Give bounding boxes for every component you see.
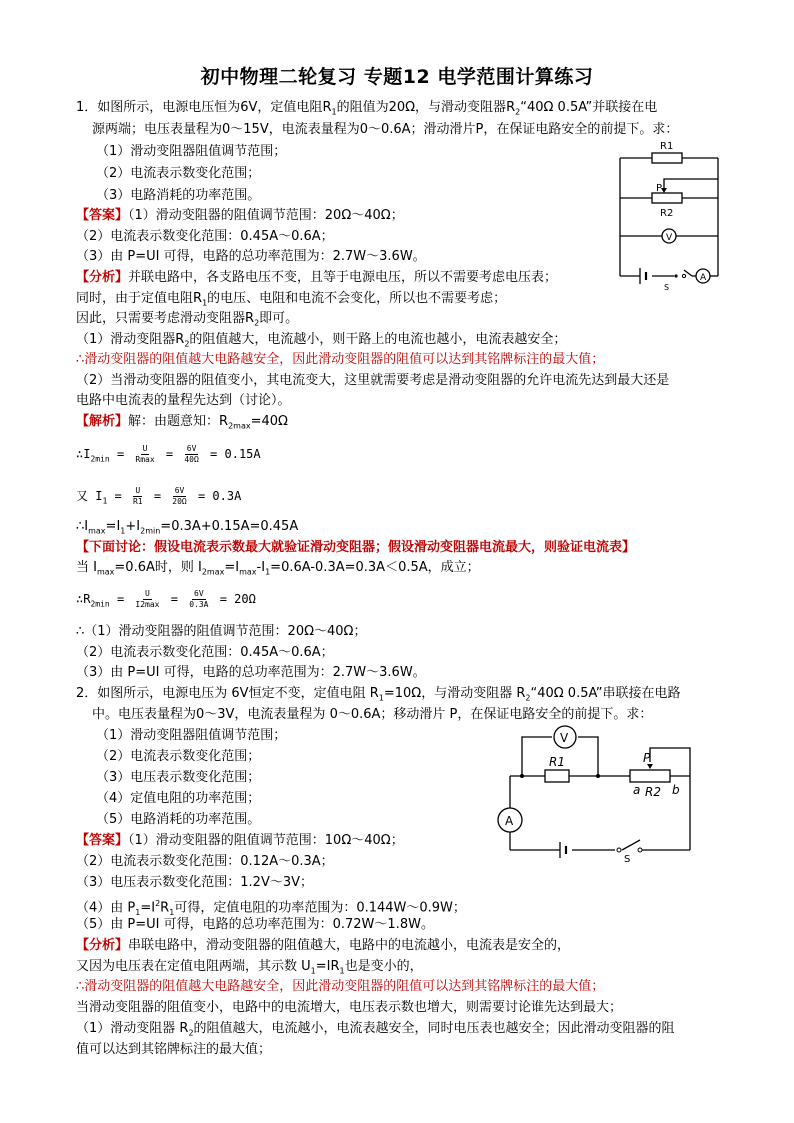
q2-analysis-3: ∴滑动变阻器的阻值越大电路越安全，因此滑动变阻器的阻值可以达到其铭牌标注的最大值； [76,979,605,994]
q2-stem-line1: 2．如图所示，电源电压为 6V恒定不变，定值电阻 $R_1=10\Omega$，与滑动变阻器 $R_2“40\Omega$ 0.5A”串联接在电路 [76,686,681,703]
q2-analysis-4: 当滑动变阻器的阻值变小，电路中的电流增大，电压表示数也增大，则需要讨论谁先达到最大； [76,1000,623,1015]
label-v: V [666,233,673,243]
label-ammeter: A [505,814,514,828]
q2-answer-4: （4）由 $P_1=I^2R_1$可得，定值电阻的功率范围为：0.144W～0.9W； [76,899,466,917]
slider-wire [664,179,718,188]
label-p: P [643,751,651,765]
q1-analysis-3: 因此，只需要考虑滑动变阻器$R_2$即可。 [76,311,299,328]
label-r1: R1 [660,141,674,152]
q2-answer-2: （2）电流表示数变化范围：0.12A～0.3A； [76,854,334,869]
rheostat-r2-symbol [652,193,682,203]
q1-circuit-diagram [600,138,730,298]
rheostat-r2-symbol [630,770,670,782]
q1-equation-r2min: $\therefore R_{2min}$ = $\frac{U}{I2\max}$ = $\frac{6V}{0.3A}$ = 20Ω [76,589,256,609]
q1-analysis-6: （2）当滑动变阻器的阻值变小，其电流变大，这里就需要考虑是滑动变阻器的允许电流先达到最大还是 [76,373,670,388]
q2-item-4: （4）定值电阻的功率范围； [96,791,261,806]
q1-final-1: ∴（1）滑动变阻器的阻值调节范围：20Ω～40Ω； [76,624,367,639]
q1-equation-i2min: $\therefore I_{2min}$ = $\frac{U}{Rmax}$ = $\frac{6V}{40\Omega}$ = 0.15A [76,444,261,464]
q1-final-3: （3）由 P=UI 可得，电路的总功率范围为：2.7W～3.6W。 [76,665,426,680]
q1-answer-2: （2）电流表示数变化范围：0.45A～0.6A； [76,229,334,244]
q1-solution-1: 【解析】解：由题意知：$R_{2max}=40\Omega$ [76,414,288,431]
q1-item-1: （1）滑动变阻器阻值调节范围； [96,144,287,159]
label-a: A [700,273,707,283]
q2-analysis-1: 【分析】串联电路中，滑动变阻器的阻值越大，电路中的电流越小，电流表是安全的， [76,938,571,953]
q1-equation-imax: $\therefore I_{max}=I_1+I_{2min}=0.3A+0.15A=0.45A$ [76,519,299,536]
q2-analysis-2: 又因为电压表在定值电阻两端，其示数 $U_1=IR_1$也是变小的， [76,959,423,976]
page-title: 初中物理二轮复习 专题12 电学范围计算练习 [200,66,594,88]
q2-item-1: （1）滑动变阻器阻值调节范围； [96,728,287,743]
q2-item-3: （3）电压表示数变化范围； [96,770,261,785]
q2-item-2: （2）电流表示数变化范围； [96,749,261,764]
q1-equation-check: 当 $I_{max}=0.6A$时，则 $I_{2max}=I_{max}-I_1=0.6A-0.3A=0.3A<0.5A$，成立； [76,560,480,577]
q1-answer-1: 【答案】（1）滑动变阻器的阻值调节范围：20Ω～40Ω； [76,208,404,223]
q1-analysis-4: （1）滑动变阻器$R_2$的阻值越大，电流越小，则干路上的电流也越小，电流表越安全； [76,332,567,349]
q1-stem-line2: 源两端；电压表量程为0～15V，电流表量程为0～0.6A；滑动滑片P，在保证电路安全的前提下。求： [92,122,679,137]
wire-voltmeter-right [578,737,598,776]
q2-answer-5: （5）由 P=UI 可得，电路的总功率范围为：0.72W～1.8W。 [76,917,434,932]
q2-stem-line2: 中。电压表量程为0～3V，电流表量程为 0～0.6A；移动滑片 P，在保证电路安全的前提下。求： [92,707,653,722]
q1-analysis-7: 电路中电流表的量程先达到（讨论）。 [76,393,291,408]
resistor-r1-symbol [545,770,569,782]
q2-analysis-5: （1）滑动变阻器 $R_2$的阻值越大，电流越小，电流表越安全，同时电压表也越安全；因此滑动变阻器的阻 [76,1021,675,1038]
q1-answer-3: （3）由 P=UI 可得，电路的总功率范围为：2.7W～3.6W。 [76,249,426,264]
q1-analysis-2: 同时，由于定值电阻$R_1$的电压、电阻和电流不会变化，所以也不需要考虑； [76,291,507,308]
q1-item-2: （2）电流表示数变化范围； [96,166,261,181]
q2-answer-1: 【答案】（1）滑动变阻器的阻值调节范围：10Ω～40Ω； [76,833,404,848]
label-r1: R1 [549,755,565,769]
switch-blade [622,840,640,850]
label-a-end: a [633,783,641,797]
q1-stem-line1: 1．如图所示，电源电压恒为6V，定值电阻$R_1$的阻值为20Ω，与滑动变阻器$R_2“40\Omega$ 0.5A”并联接在电 [76,100,658,117]
label-r2: R2 [645,785,661,799]
q1-final-2: （2）电流表示数变化范围：0.45A～0.6A； [76,645,334,660]
q1-item-3: （3）电路消耗的功率范围。 [96,188,261,203]
q1-discussion: 【下面讨论：假设电流表示数最大就验证滑动变阻器；假设滑动变阻器电流最大，则验证电流表】 [76,540,636,555]
label-p: P [656,183,663,194]
q1-analysis-5: ∴滑动变阻器的阻值越大电路越安全，因此滑动变阻器的阻值可以达到其铭牌标注的最大值； [76,352,605,367]
q2-answer-3: （3）电压表示数变化范围：1.2V～3V； [76,875,314,890]
label-v: V [560,731,569,745]
label-r2: R2 [660,208,674,219]
label-b-end: b [672,783,680,797]
q2-circuit-diagram [490,722,710,862]
label-s: S [624,854,631,862]
q1-equation-i1: 又 $I_1$ = $\frac{U}{R1}$ = $\frac{6V}{20\Omega}$ = 0.3A [76,486,242,506]
resistor-r1-symbol [652,153,682,163]
q1-analysis-1: 【分析】并联电路中，各支路电压不变，且等于电源电压，所以不需要考虑电压表； [76,270,558,285]
q2-item-5: （5）电路消耗的功率范围。 [96,812,261,827]
label-s: S [664,283,670,292]
q2-analysis-6: 值可以达到其铭牌标注的最大值； [76,1042,272,1057]
